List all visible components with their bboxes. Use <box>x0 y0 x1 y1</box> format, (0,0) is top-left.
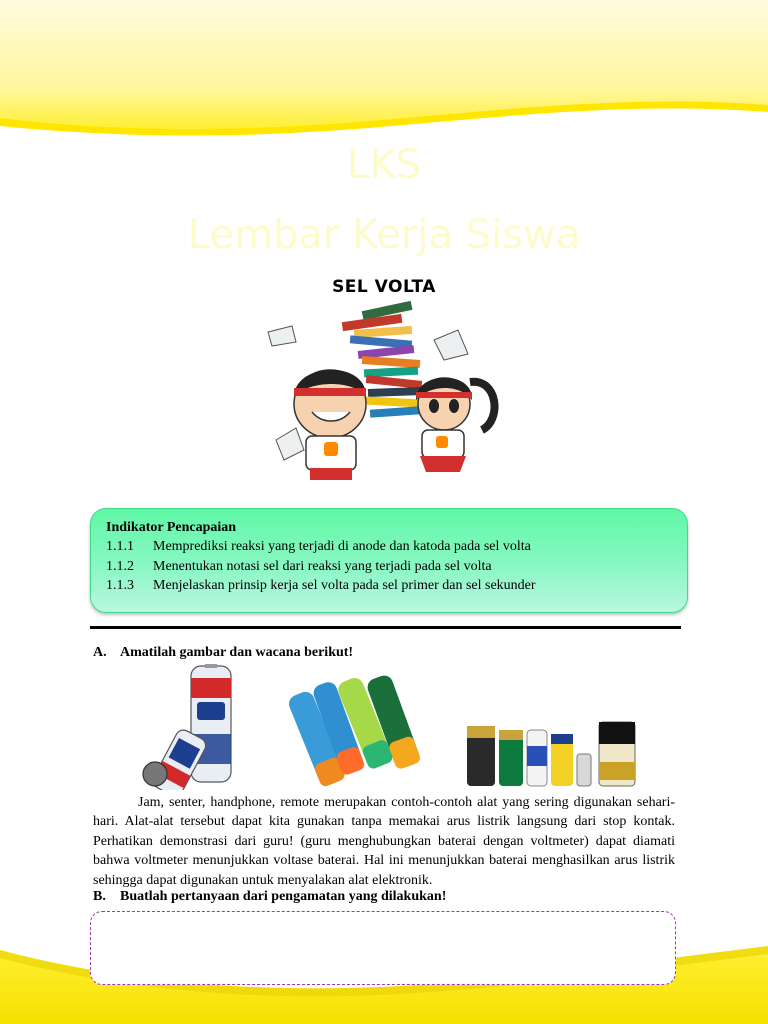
indicator-heading: Indikator Pencapaian <box>106 520 237 535</box>
indicator-panel <box>90 508 688 613</box>
indicator-number: 1.1.3 <box>106 578 134 593</box>
indicator-item <box>106 537 673 557</box>
section-a-label: A. <box>93 645 107 660</box>
section-divider <box>90 626 681 629</box>
indicator-number: 1.1.1 <box>106 539 134 554</box>
question-answer-box[interactable] <box>90 911 676 985</box>
indicator-item <box>106 557 673 577</box>
header-wave <box>0 0 768 140</box>
indicator-item <box>106 576 673 596</box>
section-a-heading <box>93 645 353 661</box>
section-a-title: Amatilah gambar dan wacana berikut! <box>120 645 354 660</box>
students-carrying-books-illustration <box>262 300 504 494</box>
observation-paragraph: Jam, senter, handphone, remote merupakan contoh-contoh alat yang sering digunakan sehari-hari. Alat-alat tersebut dapat kita gunakan tanpa memakai arus listrik langsung dari stop kontak. Perhatikan demonstrasi dari guru! (guru menghubungkan baterai dengan voltmeter) dapat diamati bahwa voltmeter menunjukkan voltase baterai. Hal ini menunjukkan baterai menghasilkan arus listrik sehingga dapat digunakan untuk menyalakan alat elektronik. <box>93 795 675 888</box>
section-b-heading <box>93 889 446 905</box>
indicator-number: 1.1.2 <box>106 558 134 574</box>
lks-subtitle: Lembar Kerja Siswa <box>187 212 581 258</box>
section-b-title: Buatlah pertanyaan dari pengamatan yang dilakukan! <box>120 889 447 904</box>
indicator-text: Menjelaskan prinsip kerja sel volta pada sel primer dan sel sekunder <box>153 578 536 593</box>
section-b-label: B. <box>93 889 106 904</box>
rechargeable-batteries-image <box>278 670 432 788</box>
indicator-text: Menentukan notasi sel dari reaksi yang terjadi pada sel volta <box>153 558 492 574</box>
lks-title: LKS <box>347 142 421 188</box>
indicator-text: Memprediksi reaksi yang terjadi di anode dan katoda pada sel volta <box>153 539 531 554</box>
assorted-batteries-image <box>463 718 639 788</box>
dry-cell-battery-image <box>141 664 239 790</box>
document-title: SEL VOLTA <box>332 277 436 297</box>
